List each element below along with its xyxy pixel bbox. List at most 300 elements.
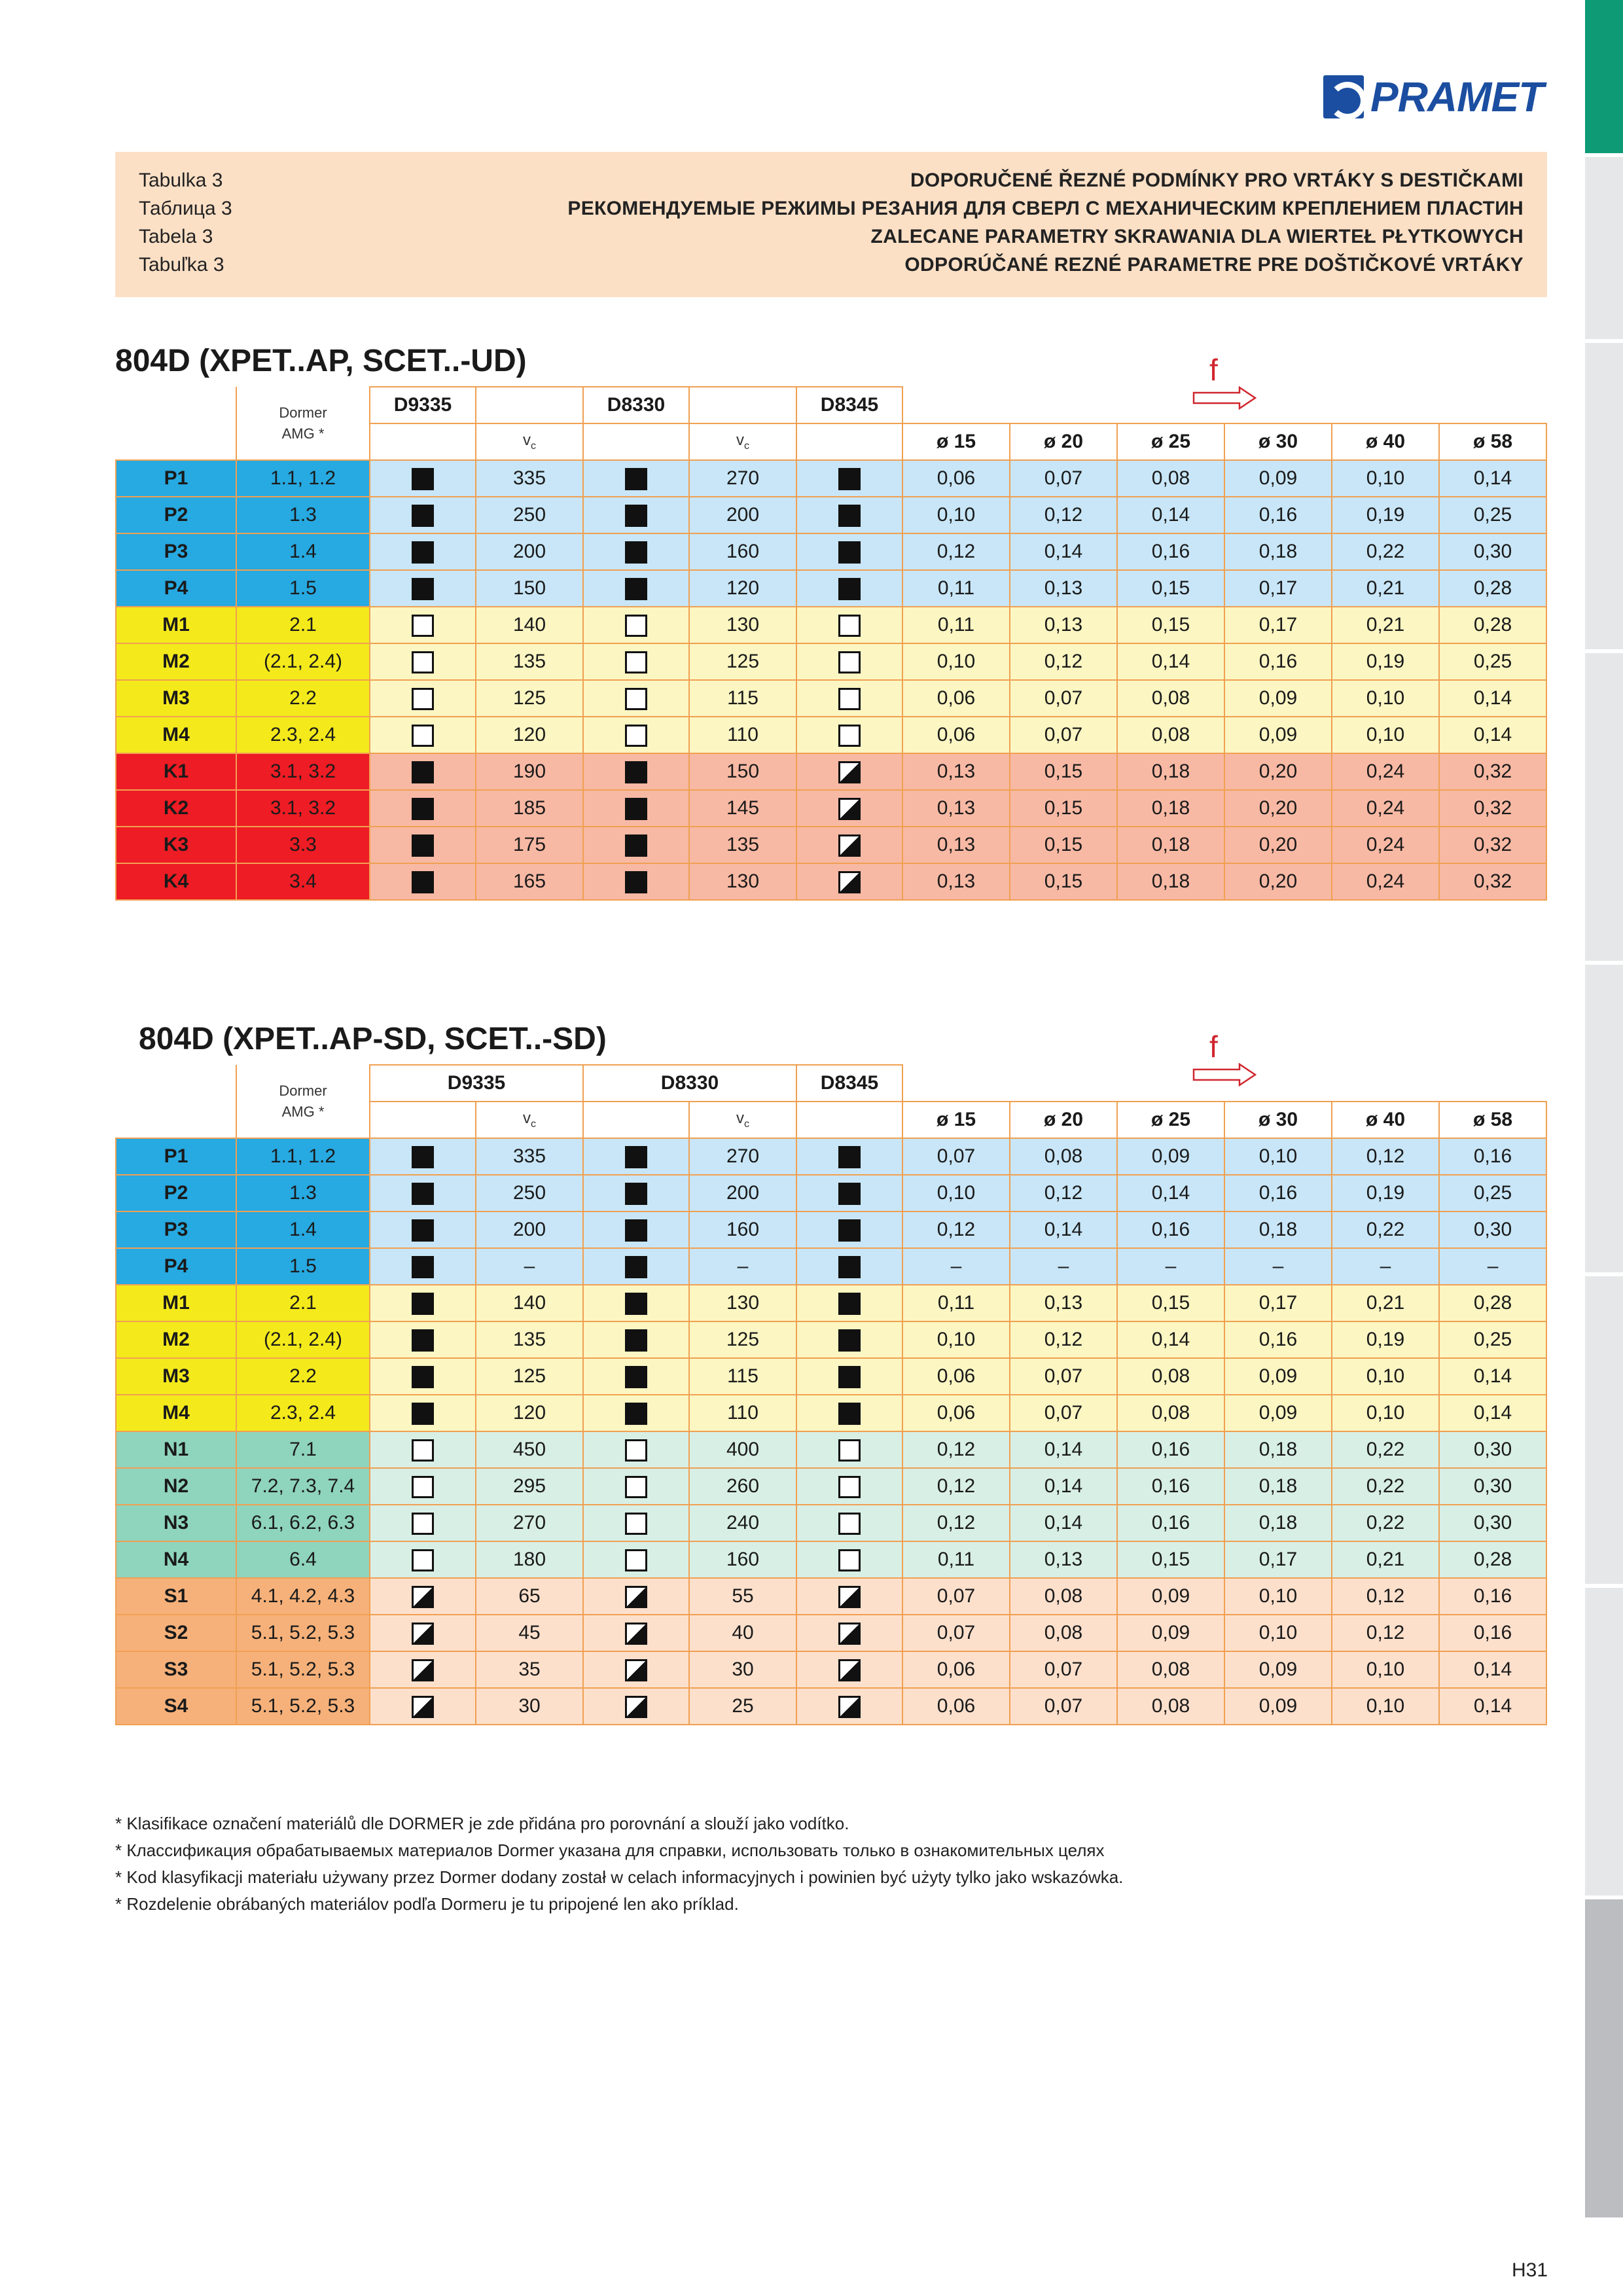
feed-value: 0,14 [1010, 533, 1117, 570]
grade-suitability-cell [370, 643, 476, 680]
amg-label: AMG * [281, 425, 325, 442]
grade-suitability-cell [583, 1358, 689, 1395]
suitability-full-icon [412, 871, 434, 893]
grade-suitability-cell [796, 533, 902, 570]
side-tab [1585, 1276, 1623, 1584]
feed-value: 0,14 [1010, 1468, 1117, 1505]
feed-value: 0,10 [1224, 1578, 1332, 1615]
grade-suitability-cell [583, 1468, 689, 1505]
table-row [116, 717, 1546, 753]
feed-value: 0,21 [1332, 1285, 1439, 1321]
feed-value: 0,16 [1224, 643, 1332, 680]
diameter-header: ø 40 [1332, 423, 1439, 460]
header-titles [567, 166, 1524, 279]
feed-value: 0,09 [1224, 1688, 1332, 1725]
suitability-full-icon [838, 1366, 861, 1388]
suitability-full-icon [625, 1329, 647, 1352]
suitability-empty-icon [412, 615, 434, 637]
cutting-speed: 120 [689, 570, 796, 607]
amg-code: 4.1, 4.2, 4.3 [236, 1578, 370, 1615]
cutting-speed: 130 [689, 1285, 796, 1321]
cutting-table-ud [115, 386, 1547, 901]
feed-value: 0,13 [1010, 1541, 1117, 1578]
logo-text: PRAMET [1370, 73, 1544, 120]
suitability-full-icon [412, 1256, 434, 1278]
feed-value: 0,12 [902, 1468, 1010, 1505]
feed-value: 0,11 [902, 607, 1010, 643]
dormer-amg-header [236, 1065, 370, 1138]
table-row [116, 827, 1546, 863]
grade-suitability-cell [370, 717, 476, 753]
feed-value: 0,13 [902, 827, 1010, 863]
table-row [116, 1395, 1546, 1431]
grade-suitability-cell [370, 680, 476, 717]
feed-value: 0,16 [1117, 1505, 1224, 1541]
feed-value: 0,08 [1117, 1651, 1224, 1688]
table-label-ru: Таблица 3 [139, 198, 232, 219]
feed-value: 0,14 [1117, 1321, 1224, 1358]
suitability-empty-icon [412, 651, 434, 673]
feed-value: 0,07 [1010, 460, 1117, 497]
amg-code: 3.3 [236, 827, 370, 863]
feed-value: 0,25 [1439, 643, 1546, 680]
feed-value: 0,09 [1224, 680, 1332, 717]
cutting-speed: 400 [689, 1431, 796, 1468]
feed-value: 0,08 [1010, 1138, 1117, 1175]
diameter-header: ø 20 [1010, 423, 1117, 460]
vc-header [476, 423, 583, 460]
suitability-half-icon [625, 1623, 647, 1645]
grade-suitability-cell [583, 753, 689, 790]
side-tab [1585, 157, 1623, 339]
feed-value: 0,08 [1117, 1358, 1224, 1395]
feed-value: 0,14 [1117, 643, 1224, 680]
diameter-header: ø 25 [1117, 1102, 1224, 1138]
header-title-ru: РЕКОМЕНДУЕМЫЕ РЕЖИМЫ РЕЗАНИЯ ДЛЯ СВЕРЛ С МЕХАНИЧЕСКИМ КРЕПЛЕНИЕМ ПЛАСТИН [567, 198, 1524, 219]
table-row [116, 607, 1546, 643]
section-title-sd: 804D (XPET..AP-SD, SCET..-SD) [139, 1022, 607, 1056]
feed-value: 0,09 [1224, 460, 1332, 497]
feed-value: 0,14 [1117, 1175, 1224, 1211]
suitability-half-icon [412, 1623, 434, 1645]
grade-header: D8345 [796, 387, 902, 423]
header-empty [476, 387, 583, 423]
header-blank [902, 1065, 1546, 1102]
cutting-speed: 45 [476, 1615, 583, 1651]
side-tab [1585, 1588, 1623, 1895]
grade-suitability-cell [796, 460, 902, 497]
side-tab [1585, 343, 1623, 649]
diameter-header: ø 15 [902, 423, 1010, 460]
grade-suitability-cell [583, 1651, 689, 1688]
feed-value: 0,32 [1439, 753, 1546, 790]
header-title-pl: ZALECANE PARAMETRY SKRAWANIA DLA WIERTEŁ PŁYTKOWYCH [870, 226, 1524, 247]
suitability-empty-icon [838, 615, 861, 637]
cutting-speed: 270 [689, 1138, 796, 1175]
feed-value: 0,18 [1117, 753, 1224, 790]
diameter-header: ø 25 [1117, 423, 1224, 460]
feed-value: 0,12 [1010, 643, 1117, 680]
vc-subscript: c [744, 440, 749, 452]
grade-suitability-cell [796, 1541, 902, 1578]
grade-suitability-cell [796, 1175, 902, 1211]
material-code: M1 [116, 607, 236, 643]
cutting-speed: 115 [689, 680, 796, 717]
table-label-cz: Tabulka 3 [139, 170, 223, 191]
material-code: M4 [116, 1395, 236, 1431]
grade-suitability-cell [370, 1395, 476, 1431]
table-row [116, 1578, 1546, 1615]
pramet-logo-icon [1323, 75, 1364, 118]
grade-suitability-cell [370, 570, 476, 607]
grade-suitability-cell [796, 717, 902, 753]
grade-suitability-cell [370, 1175, 476, 1211]
cutting-speed: – [689, 1248, 796, 1285]
grade-suitability-cell [796, 1578, 902, 1615]
suitability-empty-icon [838, 725, 861, 747]
amg-code: 2.3, 2.4 [236, 1395, 370, 1431]
grade-suitability-cell [796, 1395, 902, 1431]
table-row [116, 1541, 1546, 1578]
feed-value: 0,08 [1117, 1395, 1224, 1431]
feed-value: 0,07 [1010, 1395, 1117, 1431]
grade-suitability-cell [583, 570, 689, 607]
feed-value: 0,12 [1010, 1321, 1117, 1358]
suitability-empty-icon [412, 725, 434, 747]
feed-value: 0,06 [902, 1688, 1010, 1725]
table-row [116, 1285, 1546, 1321]
feed-value: 0,16 [1439, 1615, 1546, 1651]
feed-value: 0,24 [1332, 863, 1439, 900]
feed-value: 0,30 [1439, 1468, 1546, 1505]
feed-value: 0,21 [1332, 607, 1439, 643]
feed-value: 0,17 [1224, 607, 1332, 643]
suitability-empty-icon [625, 688, 647, 710]
feed-value: 0,16 [1224, 1321, 1332, 1358]
footnote-sk: * Rozdelenie obrábaných materiálov podľa Dormeru je tu pripojené len ako príklad. [115, 1894, 739, 1914]
footnotes [115, 1810, 1123, 1918]
material-code: M3 [116, 680, 236, 717]
grade-suitability-cell [370, 790, 476, 827]
suitability-half-icon [838, 1696, 861, 1718]
suitability-half-icon [412, 1659, 434, 1681]
grade-suitability-cell [370, 1468, 476, 1505]
suitability-half-icon [838, 871, 861, 893]
feed-value: 0,06 [902, 1395, 1010, 1431]
table-label-pl: Tabela 3 [139, 226, 213, 247]
suitability-empty-icon [412, 1439, 434, 1462]
feed-value: 0,14 [1439, 1651, 1546, 1688]
suitability-full-icon [625, 1256, 647, 1278]
suitability-half-icon [625, 1586, 647, 1608]
table-row [116, 643, 1546, 680]
grade-header: D9335 [370, 1065, 583, 1102]
header-empty [689, 387, 796, 423]
feed-value: 0,16 [1439, 1138, 1546, 1175]
suitability-full-icon [838, 1329, 861, 1352]
grade-suitability-cell [370, 1578, 476, 1615]
suitability-full-icon [625, 761, 647, 783]
vc-symbol: v [523, 1109, 531, 1128]
grade-suitability-cell [796, 1615, 902, 1651]
section-title-ud: 804D (XPET..AP, SCET..-UD) [115, 344, 527, 378]
feed-value: 0,12 [1010, 1175, 1117, 1211]
feed-value: 0,16 [1117, 1211, 1224, 1248]
cutting-speed: 125 [689, 643, 796, 680]
feed-value: 0,10 [1332, 1358, 1439, 1395]
cutting-speed: 335 [476, 1138, 583, 1175]
grade-suitability-cell [796, 753, 902, 790]
side-tab [1585, 965, 1623, 1272]
amg-code: 2.1 [236, 1285, 370, 1321]
feed-value: 0,14 [1439, 1395, 1546, 1431]
feed-value: 0,22 [1332, 1211, 1439, 1248]
cutting-speed: 250 [476, 1175, 583, 1211]
feed-value: 0,09 [1224, 717, 1332, 753]
vc-header [689, 423, 796, 460]
amg-code: 5.1, 5.2, 5.3 [236, 1615, 370, 1651]
header-title-sk: ODPORÚČANÉ REZNÉ PARAMETRE PRE DOŠTIČKOVÉ VRTÁKY [904, 254, 1524, 276]
suitability-full-icon [838, 1219, 861, 1242]
suitability-empty-icon [625, 1476, 647, 1498]
feed-value: 0,16 [1117, 1431, 1224, 1468]
diameter-header: ø 58 [1439, 423, 1546, 460]
cutting-speed: 30 [689, 1651, 796, 1688]
feed-value: 0,22 [1332, 1468, 1439, 1505]
grade-header: D9335 [370, 387, 476, 423]
feed-value: 0,10 [902, 497, 1010, 533]
suitability-full-icon [838, 1403, 861, 1425]
feed-value: 0,07 [1010, 1688, 1117, 1725]
cutting-speed: 180 [476, 1541, 583, 1578]
feed-value: 0,06 [902, 1358, 1010, 1395]
header-empty [370, 423, 476, 460]
feed-value: 0,12 [1332, 1615, 1439, 1651]
feed-symbol: f [1209, 353, 1218, 387]
grade-suitability-cell [370, 1138, 476, 1175]
feed-value: 0,12 [902, 1211, 1010, 1248]
suitability-full-icon [838, 1293, 861, 1315]
grade-suitability-cell [796, 863, 902, 900]
suitability-full-icon [412, 541, 434, 564]
amg-code: 7.1 [236, 1431, 370, 1468]
table-row [116, 753, 1546, 790]
table-row [116, 863, 1546, 900]
feed-value: – [902, 1248, 1010, 1285]
feed-value: 0,12 [1332, 1578, 1439, 1615]
grade-suitability-cell [370, 607, 476, 643]
feed-value: 0,22 [1332, 1431, 1439, 1468]
cutting-speed: 260 [689, 1468, 796, 1505]
feed-value: 0,18 [1224, 533, 1332, 570]
table-row [116, 790, 1546, 827]
grade-suitability-cell [370, 460, 476, 497]
feed-value: 0,25 [1439, 1175, 1546, 1211]
feed-value: 0,08 [1117, 717, 1224, 753]
header-blank [116, 387, 236, 460]
grade-suitability-cell [796, 790, 902, 827]
feed-value: 0,10 [1332, 680, 1439, 717]
feed-value: 0,15 [1117, 1285, 1224, 1321]
feed-value: 0,06 [902, 680, 1010, 717]
amg-code: 3.1, 3.2 [236, 790, 370, 827]
grade-suitability-cell [796, 1138, 902, 1175]
cutting-speed: 150 [689, 753, 796, 790]
pramet-logo [1323, 73, 1543, 120]
suitability-empty-icon [625, 1513, 647, 1535]
feed-value: 0,09 [1224, 1395, 1332, 1431]
cutting-speed: 175 [476, 827, 583, 863]
amg-code: 1.3 [236, 1175, 370, 1211]
grade-suitability-cell [370, 1248, 476, 1285]
material-code: P4 [116, 1248, 236, 1285]
cutting-speed: 140 [476, 607, 583, 643]
suitability-full-icon [625, 578, 647, 600]
grade-suitability-cell [370, 533, 476, 570]
cutting-speed: 250 [476, 497, 583, 533]
cutting-speed: 110 [689, 1395, 796, 1431]
suitability-empty-icon [625, 1439, 647, 1462]
feed-value: 0,25 [1439, 1321, 1546, 1358]
diameter-header: ø 15 [902, 1102, 1010, 1138]
feed-value: 0,17 [1224, 1541, 1332, 1578]
material-code: N3 [116, 1505, 236, 1541]
feed-value: 0,28 [1439, 570, 1546, 607]
feed-value: 0,13 [902, 790, 1010, 827]
suitability-full-icon [625, 1293, 647, 1315]
amg-code: 3.4 [236, 863, 370, 900]
suitability-empty-icon [412, 1476, 434, 1498]
feed-value: 0,14 [1117, 497, 1224, 533]
suitability-full-icon [625, 1403, 647, 1425]
amg-code: 5.1, 5.2, 5.3 [236, 1688, 370, 1725]
feed-value: 0,22 [1332, 1505, 1439, 1541]
feed-value: 0,21 [1332, 570, 1439, 607]
feed-value: 0,15 [1117, 1541, 1224, 1578]
feed-value: 0,16 [1439, 1578, 1546, 1615]
feed-value: 0,32 [1439, 827, 1546, 863]
suitability-full-icon [838, 1256, 861, 1278]
feed-value: 0,06 [902, 717, 1010, 753]
feed-value: – [1117, 1248, 1224, 1285]
cutting-speed: 450 [476, 1431, 583, 1468]
material-code: P2 [116, 1175, 236, 1211]
amg-code: 1.1, 1.2 [236, 1138, 370, 1175]
suitability-half-icon [838, 1586, 861, 1608]
grade-suitability-cell [583, 863, 689, 900]
feed-value: 0,24 [1332, 790, 1439, 827]
cutting-speed: 150 [476, 570, 583, 607]
header-empty [370, 1102, 476, 1138]
suitability-empty-icon [838, 1549, 861, 1571]
grade-suitability-cell [583, 1138, 689, 1175]
feed-value: 0,08 [1010, 1615, 1117, 1651]
grade-suitability-cell [796, 1688, 902, 1725]
feed-value: 0,14 [1010, 1431, 1117, 1468]
amg-code: 2.2 [236, 680, 370, 717]
feed-value: 0,20 [1224, 863, 1332, 900]
material-code: K1 [116, 753, 236, 790]
grade-suitability-cell [583, 680, 689, 717]
grade-suitability-cell [583, 1211, 689, 1248]
header-empty [796, 423, 902, 460]
grade-suitability-cell [796, 570, 902, 607]
feed-value: 0,32 [1439, 790, 1546, 827]
feed-value: 0,19 [1332, 1321, 1439, 1358]
feed-value: 0,09 [1117, 1615, 1224, 1651]
grade-header: D8330 [583, 387, 689, 423]
table-row [116, 1651, 1546, 1688]
cutting-speed: 160 [689, 533, 796, 570]
suitability-full-icon [412, 578, 434, 600]
material-code: N4 [116, 1541, 236, 1578]
grade-suitability-cell [796, 497, 902, 533]
suitability-empty-icon [625, 1549, 647, 1571]
feed-value: 0,10 [1332, 1688, 1439, 1725]
header-title-cz: DOPORUČENÉ ŘEZNÉ PODMÍNKY PRO VRTÁKY S DESTIČKAMI [910, 170, 1524, 191]
amg-code: 7.2, 7.3, 7.4 [236, 1468, 370, 1505]
feed-value: 0,18 [1224, 1431, 1332, 1468]
feed-value: 0,07 [902, 1138, 1010, 1175]
amg-code: 1.1, 1.2 [236, 460, 370, 497]
suitability-full-icon [625, 1146, 647, 1168]
feed-value: 0,15 [1010, 827, 1117, 863]
cutting-table-sd [115, 1064, 1547, 1725]
cutting-speed: 125 [476, 680, 583, 717]
feed-value: 0,11 [902, 1285, 1010, 1321]
cutting-speed: 125 [689, 1321, 796, 1358]
table-row [116, 460, 1546, 497]
feed-value: 0,06 [902, 1651, 1010, 1688]
feed-value: 0,12 [902, 1505, 1010, 1541]
grade-header: D8345 [796, 1065, 902, 1102]
feed-value: 0,18 [1117, 790, 1224, 827]
suitability-empty-icon [625, 725, 647, 747]
cutting-speed: 270 [689, 460, 796, 497]
feed-value: 0,07 [902, 1615, 1010, 1651]
feed-value: 0,08 [1117, 1688, 1224, 1725]
grade-suitability-cell [583, 1688, 689, 1725]
feed-value: 0,18 [1224, 1211, 1332, 1248]
feed-value: – [1010, 1248, 1117, 1285]
header-row-grades [116, 1065, 1546, 1102]
suitability-full-icon [412, 1403, 434, 1425]
feed-value: 0,06 [902, 460, 1010, 497]
feed-value: 0,16 [1117, 1468, 1224, 1505]
feed-value: 0,10 [902, 643, 1010, 680]
feed-value: 0,24 [1332, 827, 1439, 863]
feed-value: 0,20 [1224, 790, 1332, 827]
header-blank [902, 387, 1546, 423]
header-blank [116, 1065, 236, 1138]
cutting-speed: 30 [476, 1688, 583, 1725]
cutting-speed: 110 [689, 717, 796, 753]
feed-value: 0,13 [902, 863, 1010, 900]
grade-suitability-cell [583, 1175, 689, 1211]
table-row [116, 570, 1546, 607]
grade-suitability-cell [370, 1358, 476, 1395]
feed-value: 0,17 [1224, 1285, 1332, 1321]
feed-value: 0,12 [902, 1431, 1010, 1468]
material-code: K3 [116, 827, 236, 863]
feed-value: – [1224, 1248, 1332, 1285]
suitability-empty-icon [838, 651, 861, 673]
grade-suitability-cell [583, 1431, 689, 1468]
feed-value: 0,07 [1010, 717, 1117, 753]
feed-value: 0,07 [1010, 680, 1117, 717]
feed-value: 0,30 [1439, 533, 1546, 570]
amg-code: 6.4 [236, 1541, 370, 1578]
